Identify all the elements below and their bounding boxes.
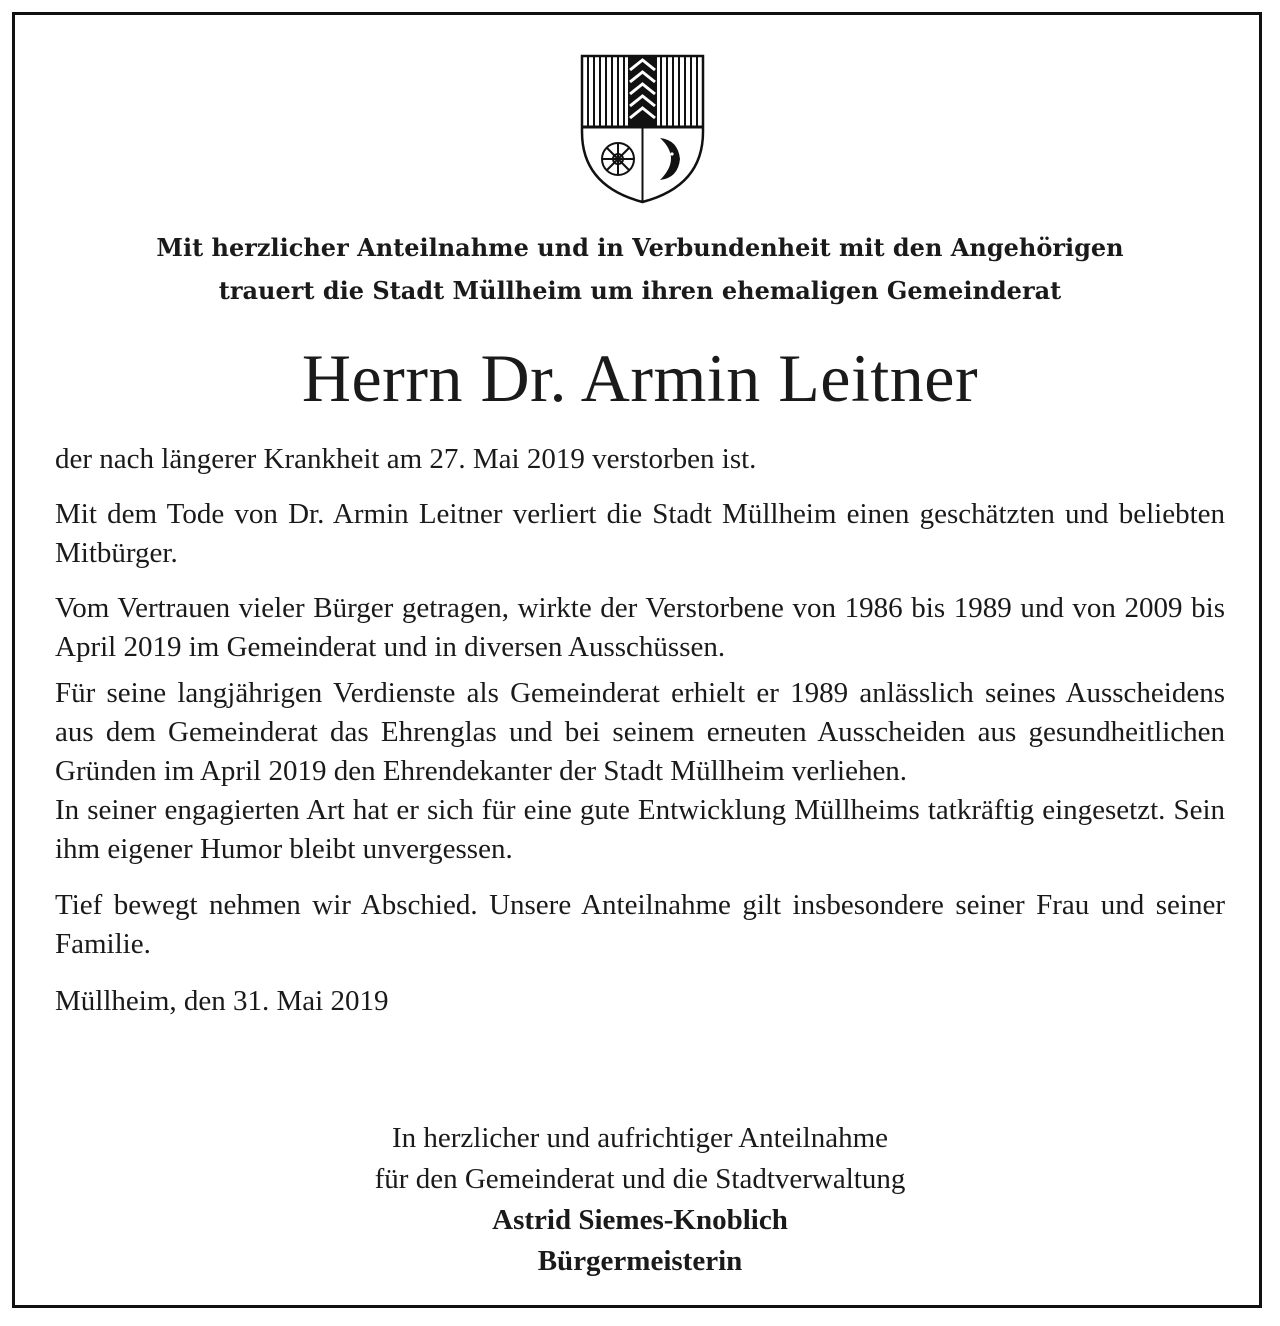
paragraph-death-notice: der nach längerer Krankheit am 27. Mai 2019 verstorben ist. [55, 443, 757, 475]
signature-block [0, 1118, 1280, 1282]
signatory-title: Bürgermeisterin [537, 1245, 743, 1277]
signature-line-1: In herzlicher und aufrichtiger Anteilnahme [391, 1122, 889, 1154]
obituary-body [55, 440, 1225, 1021]
paragraph-service: Vom Vertrauen vieler Bürger getragen, wirkte der Verstorbene von 1986 bis 1989 und von 2009 bis April 2019 im Gemeinderat und in diversen Ausschüssen. [55, 592, 1225, 663]
place-date: Müllheim, den 31. Mai 2019 [55, 985, 389, 1017]
paragraph-loss: Mit dem Tode von Dr. Armin Leitner verliert die Stadt Müllheim einen geschätzten und beliebten Mitbürger. [55, 498, 1225, 569]
paragraph-honors: Für seine langjährigen Verdienste als Gemeinderat erhielt er 1989 anlässlich seines Ausscheidens aus dem Gemeinderat das Ehrenglas und bei seinem erneuten Ausscheiden aus gesundheitlichen Gründen im April 2019 den Ehrendekanter der Stadt Müllheim verliehen. [55, 677, 1225, 787]
deceased-name: Herrn Dr. Armin Leitner [301, 340, 979, 416]
signature-line-2: für den Gemeinderat und die Stadtverwaltung [374, 1163, 906, 1195]
intro-line-1: Mit herzlicher Anteilnahme und in Verbundenheit mit den Angehörigen [156, 233, 1124, 262]
intro-text [0, 226, 1280, 312]
signatory-name: Astrid Siemes-Knoblich [492, 1204, 788, 1236]
coat-of-arms-icon [580, 54, 705, 204]
paragraph-engagement: In seiner engagierten Art hat er sich für eine gute Entwicklung Müllheims tatkräftig eingesetzt. Sein ihm eigener Humor bleibt unvergessen. [55, 794, 1225, 865]
paragraph-farewell: Tief bewegt nehmen wir Abschied. Unsere Anteilnahme gilt insbesondere seiner Frau und seiner Familie. [55, 889, 1225, 960]
intro-line-2: trauert die Stadt Müllheim um ihren ehemaligen Gemeinderat [218, 276, 1062, 305]
